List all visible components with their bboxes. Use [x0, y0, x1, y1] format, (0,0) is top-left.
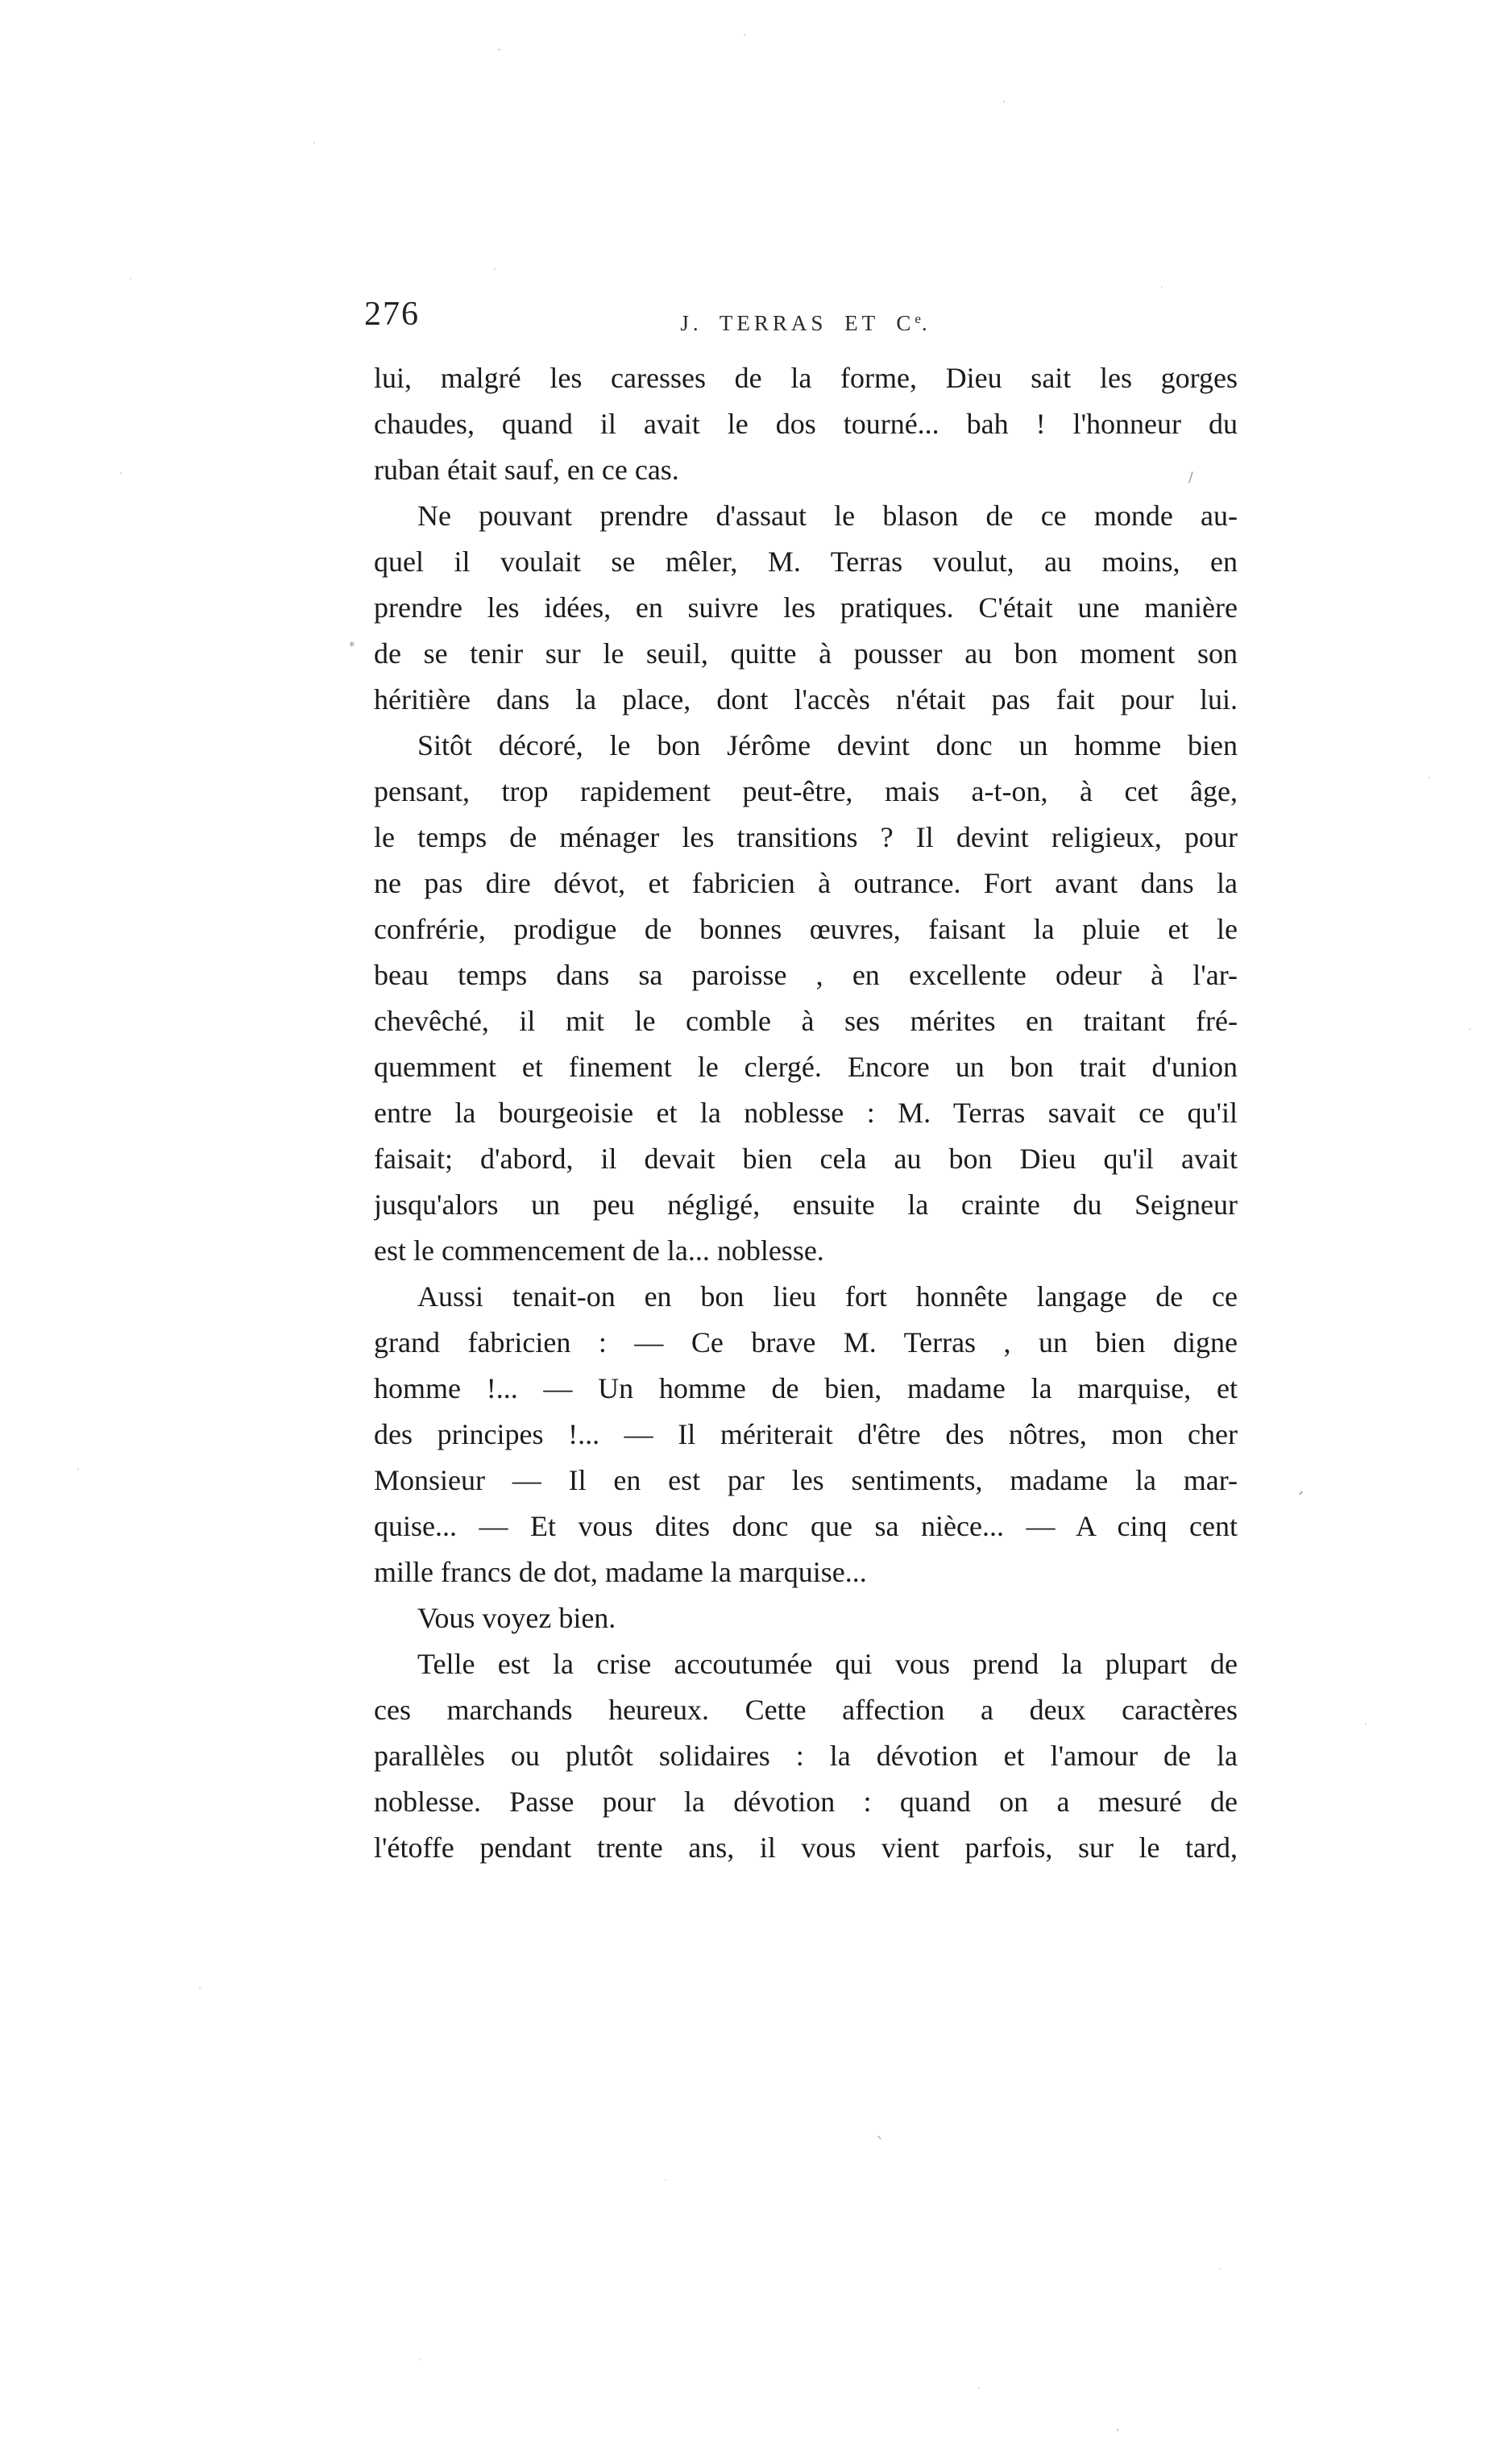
scan-speck: , — [1116, 2420, 1120, 2433]
text-line: l'étoffe pendant trente ans, il vous vient parfois, sur le tard, — [374, 1831, 1238, 1864]
text-line: lui, malgré les caresses de la forme, Dieu sait les gorges — [374, 362, 1238, 394]
scan-speck: · — [1218, 2263, 1221, 2275]
text-line: est le commencement de la... noblesse. — [374, 1234, 824, 1267]
running-title-superscript: e — [915, 311, 922, 326]
text-line: noblesse. Passe pour la dévotion : quand on a mesuré de — [374, 1786, 1238, 1818]
page-number: 276 — [364, 296, 420, 333]
scan-speck: · — [1428, 773, 1432, 785]
text-line: jusqu'alors un peu négligé, ensuite la crainte du Seigneur — [374, 1188, 1238, 1221]
text-line: grand fabricien : — Ce brave M. Terras , un bien digne — [374, 1326, 1238, 1359]
scan-speck: · — [977, 2383, 981, 2394]
text-line: héritière dans la place, dont l'accès n'était pas fait pour lui. — [374, 683, 1238, 716]
text-line: prendre les idées, en suivre les pratiques. C'était une manière — [374, 591, 1238, 624]
text-line: pensant, trop rapidement peut-être, mais a-t-on, à cet âge, — [374, 775, 1238, 807]
text-line: des principes !... — Il mériterait d'être des nôtres, mon cher — [374, 1418, 1238, 1450]
text-line: faisait; d'abord, il devait bien cela au bon Dieu qu'il avait — [374, 1143, 1238, 1175]
text-line: mille francs de dot, madame la marquise... — [374, 1556, 867, 1588]
scan-speck: · — [664, 2175, 667, 2186]
scan-speck: ´ — [1296, 1491, 1304, 1511]
text-line: ruban était sauf, en ce cas. — [374, 454, 679, 486]
text-line: le temps de ménager les transitions ? Il devint religieux, pour — [374, 821, 1238, 853]
text-line: beau temps dans sa paroisse , en excellente odeur à l'ar- — [374, 959, 1238, 991]
text-line: quel il voulait se mêler, M. Terras voulut, au moins, en — [374, 545, 1238, 578]
text-line: Telle est la crise accoutumée qui vous prend la plupart de — [417, 1648, 1238, 1680]
scan-speck: · — [77, 1464, 81, 1476]
text-line: de se tenir sur le seuil, quitte à pousser au bon moment son — [374, 637, 1238, 670]
scan-speck: · — [129, 273, 132, 284]
text-line: ne pas dire dévot, et fabricien à outrance. Fort avant dans la — [374, 867, 1238, 899]
text-line: quise... — Et vous dites donc que sa nièce... — A cinq cent — [374, 1510, 1238, 1542]
scan-speck: ` — [876, 2135, 885, 2155]
scan-speck: * — [349, 639, 355, 653]
text-line: entre la bourgeoisie et la noblesse : M. Terras savait ce qu'il — [374, 1097, 1238, 1129]
text-line: Aussi tenait-on en bon lieu fort honnête langage de ce — [417, 1280, 1238, 1313]
text-line: homme !... — Un homme de bien, madame la marquise, et — [374, 1372, 1238, 1404]
page-body-text — [374, 355, 1238, 1871]
text-line: Sitôt décoré, le bon Jérôme devint donc un homme bien — [417, 729, 1238, 761]
text-line: quemment et finement le clergé. Encore un bon trait d'union — [374, 1051, 1238, 1083]
text-line: parallèles ou plutôt solidaires : la dévotion et l'amour de la — [374, 1740, 1238, 1772]
scan-speck: · — [1002, 96, 1006, 109]
running-title-main: J. TERRAS ET C — [680, 311, 915, 335]
scan-speck: · — [313, 138, 317, 150]
text-line: confrérie, prodigue de bonnes œuvres, faisant la pluie et le — [374, 913, 1238, 945]
scan-speck: · — [1468, 1024, 1472, 1036]
scan-speck: · — [497, 43, 501, 57]
text-line: chevêché, il mit le comble à ses mérites en traitant fré- — [374, 1005, 1238, 1037]
scan-speck: · — [743, 30, 747, 42]
scan-speck: · — [198, 1983, 202, 1995]
scan-speck: · — [1364, 1719, 1368, 1732]
scan-speck: · — [119, 468, 123, 480]
scan-speck: / — [1188, 470, 1193, 486]
scan-speck: · — [419, 2354, 422, 2365]
text-line: Ne pouvant prendre d'assaut le blason de ce monde au- — [417, 500, 1238, 532]
text-line: Vous voyez bien. — [417, 1602, 616, 1634]
running-title-period: . — [921, 311, 931, 335]
text-line: chaudes, quand il avait le dos tourné... bah ! l'honneur du — [374, 408, 1238, 440]
running-header-title — [374, 311, 1238, 336]
text-line: Monsieur — Il en est par les sentiments, madame la mar- — [374, 1464, 1238, 1496]
scan-speck: · — [1160, 281, 1163, 292]
text-line: ces marchands heureux. Cette affection a deux caractères — [374, 1694, 1238, 1726]
scan-speck: · — [493, 263, 496, 275]
